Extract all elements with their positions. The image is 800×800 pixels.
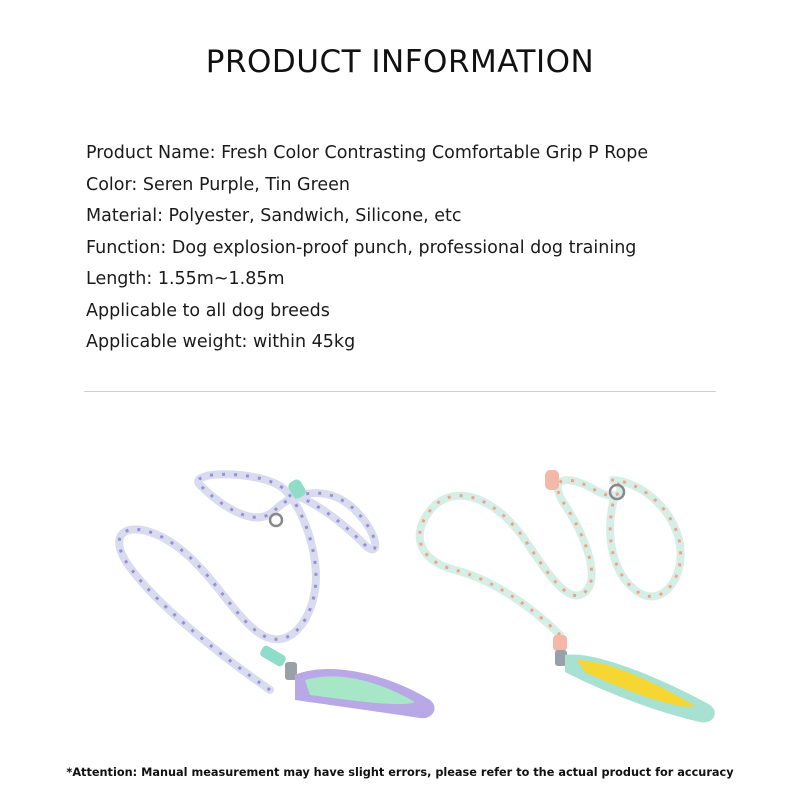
length-line: Length: 1.55m~1.85m xyxy=(86,269,285,289)
weight-line: Applicable weight: within 45kg xyxy=(86,332,356,352)
section-divider xyxy=(84,391,716,392)
attention-note: *Attention: Manual measurement may have slight errors, please refer to the actual product for accuracy xyxy=(66,766,734,779)
page-title: PRODUCT INFORMATION xyxy=(205,44,595,80)
product-name-line: Product Name: Fresh Color Contrasting Comfortable Grip P Rope xyxy=(86,143,649,163)
purple-rope xyxy=(119,474,375,690)
green-leash-image xyxy=(395,450,755,750)
breeds-line: Applicable to all dog breeds xyxy=(86,300,330,321)
purple-leash-image xyxy=(80,450,440,750)
function-line: Function: Dog explosion-proof punch, professional dog training xyxy=(86,237,637,258)
color-line: Color: Seren Purple, Tin Green xyxy=(86,174,351,195)
material-line: Material: Polyester, Sandwich, Silicone, etc xyxy=(86,206,462,226)
green-rope xyxy=(420,480,681,635)
product-info-list xyxy=(86,138,746,359)
